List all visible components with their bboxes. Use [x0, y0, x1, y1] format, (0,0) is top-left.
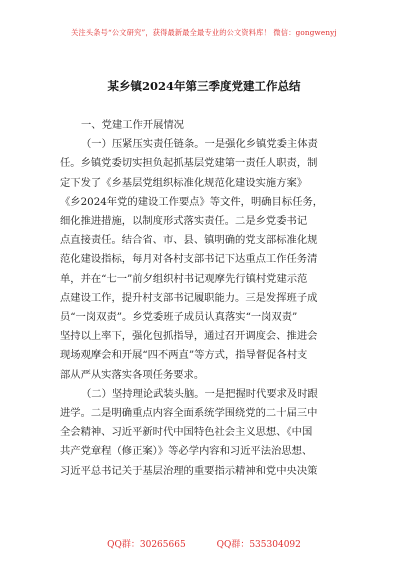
section-heading: 一、党建工作开展情况 — [81, 119, 184, 131]
paragraph-2 — [60, 385, 352, 481]
document-title: 某乡镇2024年第三季度党建工作总结 — [107, 79, 301, 93]
qq-group-2: QQ群：535304092 — [216, 540, 301, 550]
paragraph-line: 细化推进措施，以制度形式落实责任。二是乡党委书记 — [60, 215, 308, 228]
paragraph-line: 共产党章程（修正案）》等必学内容和习近平法治思想、 — [60, 445, 313, 458]
paragraph-line: 单，并在“七一”前夕组织村书记观摩先行镇村党建示范 — [60, 272, 308, 285]
paragraph-line: 点建设工作，提升村支部书记履职能力。三是发挥班子成 — [60, 291, 318, 304]
promo-banner: 关注头条号“公文研究”，获得最新最全最专业的公文资料库！ 微信：gongwenyj — [71, 28, 337, 37]
paragraph-line: 部从严从实落实各项任务要求。 — [60, 368, 205, 381]
paragraph-line: 习近平总书记关于基层治理的重要指示精神和党中央决策 — [60, 464, 318, 477]
paragraph-line: 现场观摩会和开展“四不两直”等方式，指导督促各村支 — [60, 349, 308, 362]
qq-group-1: QQ群：30265665 — [107, 540, 186, 550]
paragraph-line: 全会精神、习近平新时代中国特色社会主义思想、《中国 — [60, 426, 313, 439]
paragraph-line: 坚持以上率下，强化包抓指导，通过召开调度会、推进会 — [60, 330, 318, 343]
paragraph-line: （一）压紧压实责任链条。一是强化乡镇党委主体责 — [81, 138, 318, 151]
paragraph-line: 定下发了《乡基层党组织标准化规范化建设实施方案》 — [60, 176, 308, 189]
paragraph-line: 《乡2024年党的建设工作要点》等文件，明确目标任务， — [60, 195, 324, 208]
paragraph-line: （二）坚持理论武装头脑。一是把握时代要求及时跟 — [81, 387, 318, 400]
paragraph-1 — [60, 135, 352, 385]
paragraph-line: 员“一岗双责”。乡党委班子成员认真落实“一岗双责” — [60, 311, 298, 324]
paragraph-line: 进学。二是明确重点内容全面系统学围绕党的二十届三中 — [60, 407, 318, 420]
document-body — [60, 116, 352, 481]
contact-footer — [0, 537, 408, 550]
paragraph-line: 范化建设指标，每月对各村支部书记下达重点工作任务清 — [60, 253, 318, 266]
paragraph-line: 点直接责任。结合省、市、县、镇明确的党支部标准化规 — [60, 234, 318, 247]
paragraph-line: 任。乡镇党委切实担负起抓基层党建第一责任人职责，制 — [60, 157, 318, 170]
